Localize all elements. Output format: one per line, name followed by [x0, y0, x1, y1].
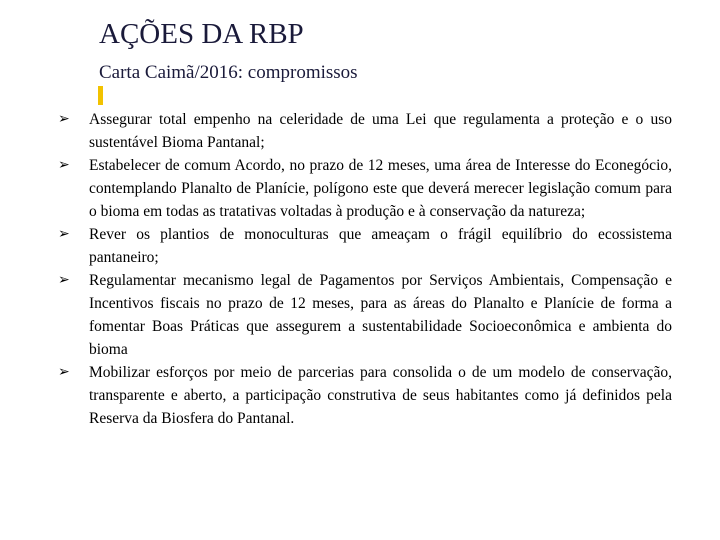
list-item-text: Regulamentar mecanismo legal de Pagamentos por Serviços Ambientais, Compensação e Incentivos fiscais no prazo de 12 meses, para as áreas do Planalto e Planície de forma a fomentar Boas Práticas que assegurem a sustentabilidade Socioeconômica e ambienta do bioma [89, 272, 672, 358]
accent-bar [98, 86, 103, 105]
arrow-bullet-icon: ➢ [58, 226, 70, 242]
list-item-text: Mobilizar esforços por meio de parcerias para consolida o de um modelo de conservação, transparente e aberto, a participação construtiva de seus habitantes como já definidos pela Reserva da Biosfera do Pantanal. [89, 364, 672, 427]
list-item [58, 223, 672, 269]
arrow-bullet-icon: ➢ [58, 272, 70, 288]
arrow-bullet-icon: ➢ [58, 157, 70, 173]
list-item [58, 108, 672, 154]
page-title: AÇÕES DA RBP [99, 18, 304, 50]
list-item [58, 361, 672, 430]
list-item-text: Rever os plantios de monoculturas que ameaçam o frágil equilíbrio do ecossistema pantaneiro; [89, 226, 672, 266]
list-item-text: Assegurar total empenho na celeridade de uma Lei que regulamenta a proteção e o uso sustentável Bioma Pantanal; [89, 111, 672, 151]
arrow-bullet-icon: ➢ [58, 111, 70, 127]
commitment-list [58, 108, 672, 430]
page-subtitle: Carta Caimã/2016: compromissos [99, 62, 358, 83]
list-item [58, 269, 672, 361]
arrow-bullet-icon: ➢ [58, 364, 70, 380]
list-item [58, 154, 672, 223]
list-item-text: Estabelecer de comum Acordo, no prazo de 12 meses, uma área de Interesse do Econegócio, contemplando Planalto de Planície, polígono este que deverá merecer legislação comum para o bioma em todas as tratativas voltadas à produção e à conservação da natureza; [89, 157, 672, 220]
